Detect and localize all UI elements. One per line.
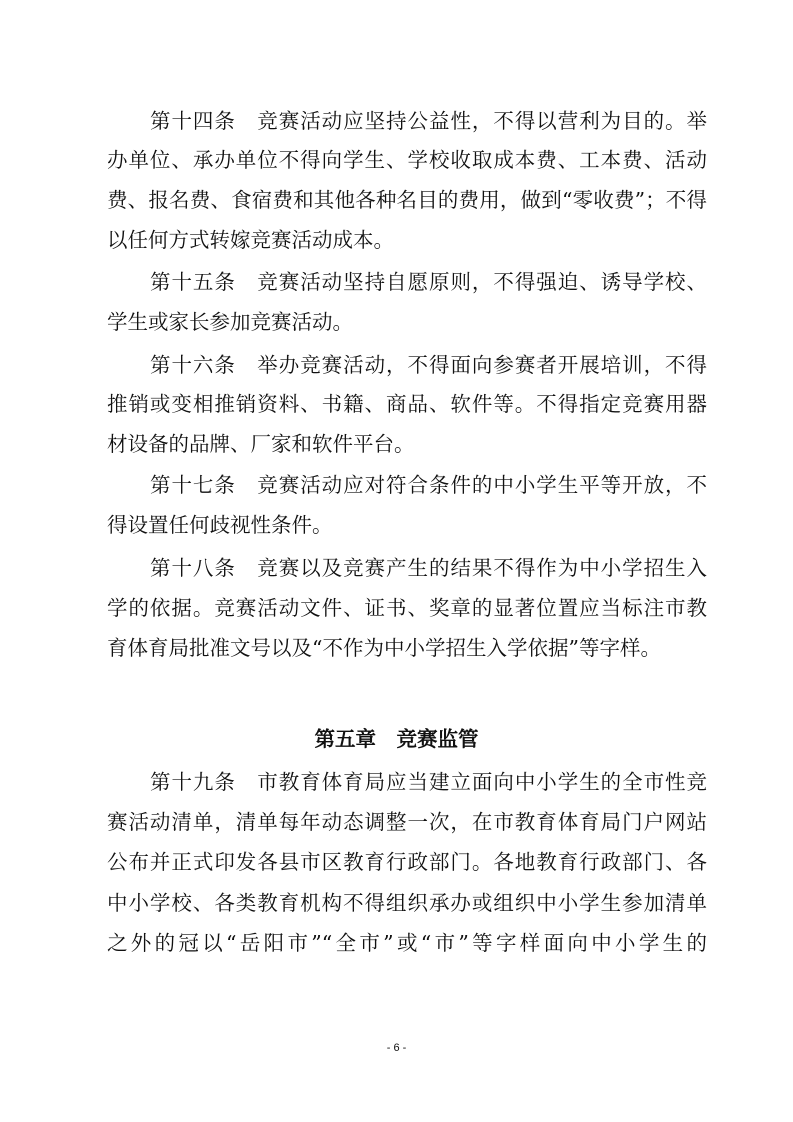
article-17-line-1: 第十七条 竞赛活动应对符合条件的中小学生平等开放，不: [150, 473, 707, 497]
article-19-line-3: 公布并正式印发各县市区教育行政部门。各地教育行政部门、各: [107, 850, 707, 874]
page-number: - 6 -: [386, 1042, 407, 1054]
article-19-line-2: 赛活动清单，清单每年动态调整一次，在市教育体育局门户网站: [107, 810, 707, 834]
article-15-line-2: 学生或家长参加竞赛活动。: [107, 310, 353, 334]
article-17-line-2: 得设置任何歧视性条件。: [107, 513, 333, 537]
article-16-line-3: 材设备的品牌、厂家和软件平台。: [107, 432, 415, 456]
article-19-line-5: 之外的冠以“岳阳市”“全市”或“市”等字样面向中小学生的: [107, 931, 707, 955]
article-14-line-1: 第十四条 竞赛活动应坚持公益性，不得以营利为目的。举: [150, 109, 707, 133]
article-15-line-1: 第十五条 竞赛活动坚持自愿原则，不得强迫、诱导学校、: [150, 270, 707, 294]
article-18-line-1: 第十八条 竞赛以及竞赛产生的结果不得作为中小学招生入: [150, 556, 707, 580]
chapter-heading: 第五章 竞赛监管: [314, 727, 479, 751]
article-18-line-3: 育体育局批准文号以及“不作为中小学招生入学依据”等字样。: [107, 636, 661, 660]
article-16-line-2: 推销或变相推销资料、书籍、商品、软件等。不得指定竞赛用器: [107, 392, 707, 416]
article-19-line-4: 中小学校、各类教育机构不得组织承办或组织中小学生参加清单: [107, 891, 707, 915]
article-14-line-2: 办单位、承办单位不得向学生、学校收取成本费、工本费、活动: [107, 148, 707, 172]
article-19-line-1: 第十九条 市教育体育局应当建立面向中小学生的全市性竞: [150, 770, 707, 794]
article-14-line-4: 以任何方式转嫁竞赛活动成本。: [107, 228, 394, 252]
article-16-line-1: 第十六条 举办竞赛活动，不得面向参赛者开展培训，不得: [150, 353, 707, 377]
article-14-line-3: 费、报名费、食宿费和其他各种名目的费用，做到“零收费”；不得: [107, 188, 707, 212]
article-18-line-2: 学的依据。竞赛活动文件、证书、奖章的显著位置应当标注市教: [107, 596, 707, 620]
